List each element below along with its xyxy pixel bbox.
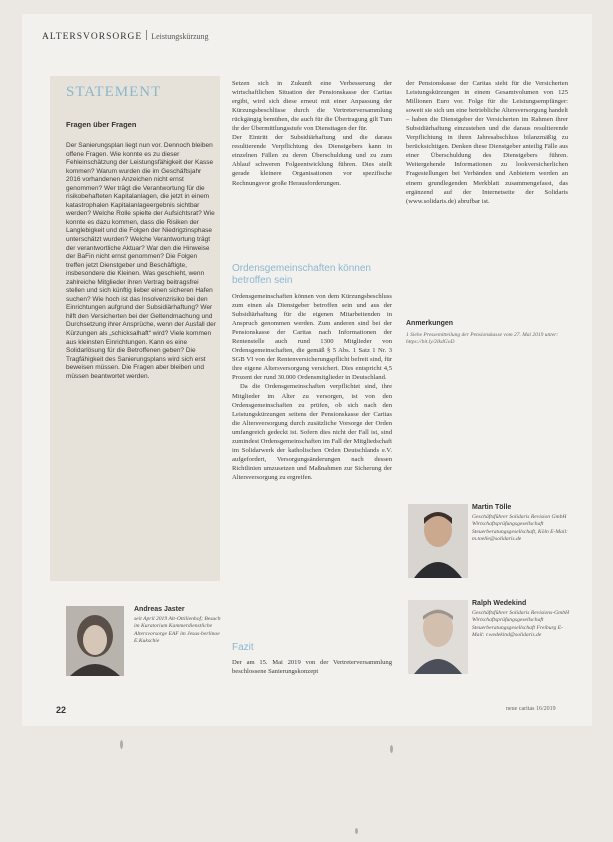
column-middle-bottom (232, 292, 392, 482)
subsection-title: Leistungskürzung (151, 32, 209, 41)
publication-name: neue caritas 16/2019 (506, 706, 556, 712)
scan-mark (390, 745, 393, 753)
section-heading: Ordensgemeinschaften können betroffen sein (232, 263, 371, 286)
page-number: 22 (56, 705, 67, 715)
statement-box (50, 76, 220, 581)
scan-mark (120, 740, 123, 749)
scan-mark (355, 828, 358, 834)
paragraph: der Pensionskasse der Caritas sieht für die Versicherten Leistungskürzungen in einem Gesamtvolumen von 125 Millionen Euro vor. Folge für die Leistungsempfänger: soweit sie sich um eine betriebliche Altersversorgung handelt – haben die Dienstgeber der Versicherten im Rahmen ihrer Subsidiärhaftung einzustehen und die daraus resultierende Verpflichtung in ihren Jahresabschluss bilanzmäßig zu berücksichtigen. Denken diese Dienstgeber anteilig Fälle aus einer Überschuldung des Dienstgebers führen. Weitergehende Informationen zu lookversicherlichen Fragestellungen bei Verbänden und Anbietern werden an einem grundlegenden Merkblatt zusammengefasst, das ergänzend auf der Internetseite der Solidaris (www.solidaris.de) abrufbar ist. (406, 80, 568, 205)
paragraph: Da die Ordensgemeinschaften verpflichtet sind, ihre Mitglieder im Alter zu versorgen, ist von den Ordensgemeinschaften zu prüfen, ob sich nach den Leistungskürzungen seitens der Pensionskasse der Caritas die Altersversorgung durch zusätzliche Vorsorge der Orden umfangreich gedeckt ist. Sofern dies nicht der Fall ist, sind zumindest Ordensgemeinschaften im Fall der Mitgliedschaft im Solidarwerk der katholischen Orden Deutschlands e.V. aufgefordert, Versorgungsänderungen nach dessen Richtlinien umzusetzen und Maßnahmen zur Sicherung der Altersversorgung zu ergreifen. (232, 383, 392, 481)
paragraph: Setzen sich in Zukunft eine Verbesserung der wirtschaftlichen Situation der Pensionskasse der Caritas ergibt, wird sich diese erneut mit einer Anpassung der Kürzungsbeschlüsse durch die Vertreterversammlung rückgängig bemühen, die auch für die Übertragung gilt Tum ihr der Übermittlungsstufe von Diensttagen der für. (232, 80, 392, 133)
page-header (42, 30, 209, 42)
author-photo (408, 504, 468, 578)
section-title: ALTERSVORSORGE (42, 32, 143, 42)
notes-text: 1 Siehe Pressemitteilung der Pensionskasse vom 27. Mai 2019 unter: https://bit.ly/2lkdGoD (406, 332, 559, 345)
statement-body: Der Sanierungsplan liegt nun vor. Dennoch bleiben offene Fragen. Wie konnte es zu dieser Fehleinschätzung der Leistungsfähigkeit der Kasse kommen? Warum wurden die im Geschäftsjahr 2016 vorhandenen Anzeichen nicht ernst genommen? Wer trägt die Verantwortung für die risikobehafteten Kapitalanlagen, die jetzt in einem katastrophalen Kapitalanlageergebnis sichtbar werden? Welche Rolle spielte der Aufsichtsrat? Wie konnte es dazu kommen, dass die Risiken der Langlebigkeit und die Folgen der Niedrigzinsphase unterschätzt wurden? Welche Verantwortung trägt der verantwortliche Aktuar? War den die Hinweise der BaFin nicht ernst genommen? Die Folgen treffen jetzt Dienstgeber und Beschäftigte, insbesondere die Kleinen. Was geschieht, wenn zahlreiche Mitglieder ihren Vertrag beitragsfrei stellen und sich künftig lieber einen sicheren Hafen suchen? Wie hoch ist das Insolvenzrisiko bei den Einrichtungen aufgrund der Subsidiärhaftung? Wer hilft den Versicherten bei der Geltendmachung und Durchsetzung ihrer Ansprüche, wenn der Ausfall der Kürzungen als „schicksalhaft“ wird? Viele kommen aus kleinsten Einrichtungen. Kann es eine Solidarlösung für die Betroffenen geben? Die Tragfähigkeit des Sanierungsplans wird sich erst beweisen müssen. Die Fragen aber bleiben und müssen beantwortet werden. (66, 142, 216, 380)
paragraph: Ordensgemeinschaften können von dem Kürzungsbeschluss zum einen als Dienstgeber betroffen sein und aus der Subsidiärhaftung für die eigenen Mitarbeitenden in Anspruch genommen werden. Zum anderen sind bei der Pensionskasse der Caritas nach Informationen der Rentenstelle auch rund 1300 Mitglieder von Ordensgemeinschaften, die gemäß § 5 Abs. 1 Satz 1 Nr. 3 SGB VI von der Rentenversicherungspflicht befreit sind, für ihre eigene Altersversorgung versichert. Dies entspricht 4,5 Prozent der rund 30.000 Ordensmitglieder in Deutschland. (232, 293, 392, 382)
author-name: Ralph Wedekind (472, 600, 527, 607)
author-name: Martin Tölle (472, 504, 512, 511)
author-photo (408, 600, 468, 674)
header-divider (146, 30, 147, 40)
paragraph: Der am 15. Mai 2019 von der Vertreterversammlung beschlossene Sanierungskonzept (232, 659, 392, 676)
statement-lead: Fragen über Fragen (66, 120, 137, 129)
paragraph: Der Eintritt der Subsidiärhaftung und die daraus resultierende Verpflichtung des Dienstgebers kann in einzelnen Fällen zu deren Überschuldung und zu zum Ablauf schweren Folgeentwicklung führen. Dies stellt gerade kleinere Organisationen vor spezifische Rechnungsvor große Herausforderungen. (232, 134, 392, 187)
author-bio: Geschäftsführer Solidaris Revisions-GmbH Wirtschaftsprüfungsgesellschaft Steuerberatungsgesellschaft Freiburg E-Mail: r.wedekind@solidaris.de (472, 610, 570, 638)
column-middle-fazit (232, 658, 392, 676)
portrait-image (66, 606, 124, 676)
author-bio: seit April 2019 Alt-Ottilienhof; Besuch im Kuratorium Kammerdienstliche Altersvorsorge EAF im Jesus-berlinoe E.Kukschie (134, 616, 221, 644)
author-bio: Geschäftsführer Solidaris Revision GmbH Wirtschaftsprüfungsgesellschaft Steuerberatungsgesellschaft, Köln E-Mail: m.toelle@solidaris.de (472, 514, 568, 542)
column-right (406, 79, 568, 206)
statement-title: STATEMENT (66, 84, 162, 100)
column-middle-top (232, 79, 392, 188)
section-heading: Fazit (232, 642, 254, 653)
portrait-image (408, 504, 468, 578)
author-photo (66, 606, 124, 676)
author-name: Andreas Jaster (134, 606, 185, 613)
portrait-image (408, 600, 468, 674)
notes-title: Anmerkungen (406, 320, 454, 327)
